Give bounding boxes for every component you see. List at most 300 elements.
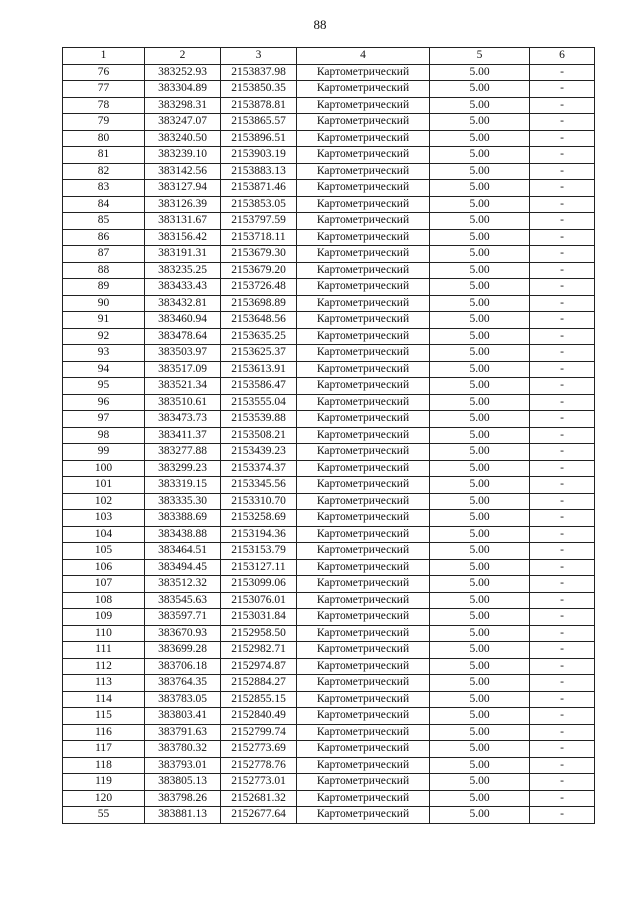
cell-point-number: 96	[63, 394, 145, 411]
cell-point-number: 76	[63, 64, 145, 81]
cell-method: Картометрический	[297, 246, 430, 263]
table-row	[63, 526, 595, 543]
cell-description: -	[530, 328, 595, 345]
cell-y-coordinate: 2153076.01	[221, 592, 297, 609]
cell-x-coordinate: 383127.94	[145, 180, 221, 197]
table-row	[63, 774, 595, 791]
cell-accuracy: 5.00	[430, 493, 530, 510]
table-row	[63, 444, 595, 461]
cell-method: Картометрический	[297, 180, 430, 197]
cell-x-coordinate: 383411.37	[145, 427, 221, 444]
cell-point-number: 97	[63, 411, 145, 428]
cell-point-number: 101	[63, 477, 145, 494]
cell-y-coordinate: 2153194.36	[221, 526, 297, 543]
cell-y-coordinate: 2153310.70	[221, 493, 297, 510]
table-row	[63, 510, 595, 527]
cell-y-coordinate: 2153850.35	[221, 81, 297, 98]
cell-y-coordinate: 2153883.13	[221, 163, 297, 180]
cell-point-number: 98	[63, 427, 145, 444]
cell-x-coordinate: 383545.63	[145, 592, 221, 609]
cell-point-number: 110	[63, 625, 145, 642]
table-row	[63, 295, 595, 312]
table-row	[63, 625, 595, 642]
table-row	[63, 592, 595, 609]
table-row	[63, 576, 595, 593]
cell-point-number: 100	[63, 460, 145, 477]
table-row	[63, 246, 595, 263]
cell-description: -	[530, 279, 595, 296]
cell-y-coordinate: 2153865.57	[221, 114, 297, 131]
table-row	[63, 493, 595, 510]
cell-description: -	[530, 510, 595, 527]
cell-x-coordinate: 383512.32	[145, 576, 221, 593]
cell-method: Картометрический	[297, 279, 430, 296]
cell-description: -	[530, 642, 595, 659]
table-row	[63, 790, 595, 807]
cell-point-number: 102	[63, 493, 145, 510]
cell-description: -	[530, 790, 595, 807]
cell-method: Картометрический	[297, 427, 430, 444]
cell-description: -	[530, 345, 595, 362]
cell-method: Картометрический	[297, 774, 430, 791]
table-row	[63, 312, 595, 329]
table-row	[63, 279, 595, 296]
cell-x-coordinate: 383388.69	[145, 510, 221, 527]
cell-method: Картометрический	[297, 543, 430, 560]
cell-method: Картометрический	[297, 493, 430, 510]
cell-x-coordinate: 383494.45	[145, 559, 221, 576]
cell-accuracy: 5.00	[430, 114, 530, 131]
cell-description: -	[530, 378, 595, 395]
cell-x-coordinate: 383432.81	[145, 295, 221, 312]
cell-accuracy: 5.00	[430, 411, 530, 428]
cell-x-coordinate: 383239.10	[145, 147, 221, 164]
cell-accuracy: 5.00	[430, 378, 530, 395]
cell-method: Картометрический	[297, 642, 430, 659]
cell-y-coordinate: 2153625.37	[221, 345, 297, 362]
cell-accuracy: 5.00	[430, 180, 530, 197]
cell-accuracy: 5.00	[430, 345, 530, 362]
cell-method: Картометрический	[297, 163, 430, 180]
cell-y-coordinate: 2153679.30	[221, 246, 297, 263]
cell-accuracy: 5.00	[430, 361, 530, 378]
cell-point-number: 79	[63, 114, 145, 131]
cell-point-number: 111	[63, 642, 145, 659]
cell-accuracy: 5.00	[430, 213, 530, 230]
cell-x-coordinate: 383503.97	[145, 345, 221, 362]
cell-accuracy: 5.00	[430, 460, 530, 477]
table-row	[63, 559, 595, 576]
table-row	[63, 741, 595, 758]
cell-accuracy: 5.00	[430, 625, 530, 642]
cell-method: Картометрический	[297, 708, 430, 725]
cell-x-coordinate: 383335.30	[145, 493, 221, 510]
cell-y-coordinate: 2153635.25	[221, 328, 297, 345]
cell-method: Картометрический	[297, 625, 430, 642]
cell-method: Картометрический	[297, 295, 430, 312]
cell-x-coordinate: 383478.64	[145, 328, 221, 345]
cell-description: -	[530, 675, 595, 692]
column-header-description: 6	[530, 48, 595, 65]
cell-accuracy: 5.00	[430, 295, 530, 312]
cell-point-number: 107	[63, 576, 145, 593]
cell-accuracy: 5.00	[430, 774, 530, 791]
cell-method: Картометрический	[297, 97, 430, 114]
cell-point-number: 99	[63, 444, 145, 461]
cell-description: -	[530, 543, 595, 560]
cell-point-number: 81	[63, 147, 145, 164]
cell-x-coordinate: 383235.25	[145, 262, 221, 279]
cell-x-coordinate: 383438.88	[145, 526, 221, 543]
cell-method: Картометрический	[297, 609, 430, 626]
cell-x-coordinate: 383252.93	[145, 64, 221, 81]
cell-description: -	[530, 757, 595, 774]
table-row	[63, 658, 595, 675]
cell-y-coordinate: 2153797.59	[221, 213, 297, 230]
cell-method: Картометрический	[297, 130, 430, 147]
cell-x-coordinate: 383247.07	[145, 114, 221, 131]
cell-description: -	[530, 163, 595, 180]
cell-y-coordinate: 2153871.46	[221, 180, 297, 197]
cell-y-coordinate: 2152855.15	[221, 691, 297, 708]
cell-accuracy: 5.00	[430, 427, 530, 444]
cell-point-number: 112	[63, 658, 145, 675]
cell-point-number: 93	[63, 345, 145, 362]
cell-method: Картометрический	[297, 526, 430, 543]
table-row	[63, 543, 595, 560]
cell-y-coordinate: 2153345.56	[221, 477, 297, 494]
cell-description: -	[530, 196, 595, 213]
cell-description: -	[530, 460, 595, 477]
cell-point-number: 108	[63, 592, 145, 609]
cell-accuracy: 5.00	[430, 609, 530, 626]
cell-point-number: 82	[63, 163, 145, 180]
table-row	[63, 147, 595, 164]
cell-description: -	[530, 625, 595, 642]
cell-point-number: 103	[63, 510, 145, 527]
cell-accuracy: 5.00	[430, 807, 530, 824]
cell-point-number: 114	[63, 691, 145, 708]
cell-y-coordinate: 2153127.11	[221, 559, 297, 576]
cell-x-coordinate: 383764.35	[145, 675, 221, 692]
cell-description: -	[530, 262, 595, 279]
table-body	[63, 64, 595, 823]
cell-description: -	[530, 493, 595, 510]
cell-y-coordinate: 2153555.04	[221, 394, 297, 411]
cell-x-coordinate: 383304.89	[145, 81, 221, 98]
cell-description: -	[530, 691, 595, 708]
table-header	[63, 48, 595, 65]
cell-y-coordinate: 2153726.48	[221, 279, 297, 296]
cell-method: Картометрический	[297, 741, 430, 758]
cell-description: -	[530, 246, 595, 263]
cell-method: Картометрический	[297, 592, 430, 609]
cell-method: Картометрический	[297, 790, 430, 807]
cell-accuracy: 5.00	[430, 97, 530, 114]
cell-x-coordinate: 383131.67	[145, 213, 221, 230]
cell-method: Картометрический	[297, 114, 430, 131]
cell-accuracy: 5.00	[430, 246, 530, 263]
table-row	[63, 361, 595, 378]
cell-method: Картометрический	[297, 229, 430, 246]
cell-x-coordinate: 383783.05	[145, 691, 221, 708]
cell-accuracy: 5.00	[430, 196, 530, 213]
cell-y-coordinate: 2152773.01	[221, 774, 297, 791]
cell-y-coordinate: 2153878.81	[221, 97, 297, 114]
cell-y-coordinate: 2152840.49	[221, 708, 297, 725]
cell-y-coordinate: 2152799.74	[221, 724, 297, 741]
cell-method: Картометрический	[297, 262, 430, 279]
column-header-x-coordinate: 2	[145, 48, 221, 65]
cell-x-coordinate: 383521.34	[145, 378, 221, 395]
cell-x-coordinate: 383881.13	[145, 807, 221, 824]
table-row	[63, 97, 595, 114]
cell-x-coordinate: 383126.39	[145, 196, 221, 213]
table-row	[63, 757, 595, 774]
table-row	[63, 130, 595, 147]
cell-x-coordinate: 383699.28	[145, 642, 221, 659]
cell-description: -	[530, 394, 595, 411]
table-row	[63, 708, 595, 725]
cell-y-coordinate: 2153896.51	[221, 130, 297, 147]
cell-point-number: 120	[63, 790, 145, 807]
cell-accuracy: 5.00	[430, 675, 530, 692]
cell-accuracy: 5.00	[430, 510, 530, 527]
cell-point-number: 89	[63, 279, 145, 296]
table-row	[63, 163, 595, 180]
cell-accuracy: 5.00	[430, 229, 530, 246]
table-row	[63, 691, 595, 708]
cell-description: -	[530, 180, 595, 197]
cell-method: Картометрический	[297, 81, 430, 98]
table-row	[63, 81, 595, 98]
cell-y-coordinate: 2152958.50	[221, 625, 297, 642]
cell-point-number: 84	[63, 196, 145, 213]
cell-description: -	[530, 724, 595, 741]
cell-y-coordinate: 2153837.98	[221, 64, 297, 81]
cell-method: Картометрический	[297, 411, 430, 428]
cell-method: Картометрический	[297, 559, 430, 576]
cell-description: -	[530, 444, 595, 461]
cell-y-coordinate: 2153679.20	[221, 262, 297, 279]
cell-accuracy: 5.00	[430, 724, 530, 741]
cell-accuracy: 5.00	[430, 642, 530, 659]
cell-point-number: 117	[63, 741, 145, 758]
cell-accuracy: 5.00	[430, 526, 530, 543]
cell-method: Картометрический	[297, 328, 430, 345]
cell-description: -	[530, 741, 595, 758]
column-header-y-coordinate: 3	[221, 48, 297, 65]
cell-point-number: 116	[63, 724, 145, 741]
cell-point-number: 106	[63, 559, 145, 576]
column-header-method: 4	[297, 48, 430, 65]
cell-x-coordinate: 383142.56	[145, 163, 221, 180]
cell-description: -	[530, 97, 595, 114]
cell-point-number: 94	[63, 361, 145, 378]
cell-method: Картометрический	[297, 658, 430, 675]
cell-y-coordinate: 2152778.76	[221, 757, 297, 774]
cell-description: -	[530, 559, 595, 576]
cell-method: Картометрический	[297, 691, 430, 708]
cell-x-coordinate: 383319.15	[145, 477, 221, 494]
cell-accuracy: 5.00	[430, 147, 530, 164]
table-row	[63, 213, 595, 230]
cell-point-number: 105	[63, 543, 145, 560]
cell-accuracy: 5.00	[430, 279, 530, 296]
cell-point-number: 90	[63, 295, 145, 312]
cell-x-coordinate: 383510.61	[145, 394, 221, 411]
cell-x-coordinate: 383298.31	[145, 97, 221, 114]
cell-point-number: 77	[63, 81, 145, 98]
cell-accuracy: 5.00	[430, 741, 530, 758]
cell-accuracy: 5.00	[430, 163, 530, 180]
cell-x-coordinate: 383460.94	[145, 312, 221, 329]
cell-point-number: 86	[63, 229, 145, 246]
cell-method: Картометрический	[297, 460, 430, 477]
cell-x-coordinate: 383805.13	[145, 774, 221, 791]
cell-y-coordinate: 2152884.27	[221, 675, 297, 692]
column-header-point-number: 1	[63, 48, 145, 65]
cell-x-coordinate: 383793.01	[145, 757, 221, 774]
cell-point-number: 113	[63, 675, 145, 692]
cell-description: -	[530, 609, 595, 626]
cell-method: Картометрический	[297, 757, 430, 774]
cell-y-coordinate: 2153853.05	[221, 196, 297, 213]
cell-method: Картометрический	[297, 213, 430, 230]
cell-x-coordinate: 383780.32	[145, 741, 221, 758]
table-row	[63, 609, 595, 626]
cell-x-coordinate: 383191.31	[145, 246, 221, 263]
cell-accuracy: 5.00	[430, 559, 530, 576]
table-row	[63, 64, 595, 81]
cell-accuracy: 5.00	[430, 394, 530, 411]
cell-y-coordinate: 2153648.56	[221, 312, 297, 329]
header-row	[63, 48, 595, 65]
cell-description: -	[530, 576, 595, 593]
cell-method: Картометрический	[297, 345, 430, 362]
table-row	[63, 328, 595, 345]
cell-x-coordinate: 383299.23	[145, 460, 221, 477]
cell-accuracy: 5.00	[430, 790, 530, 807]
cell-description: -	[530, 477, 595, 494]
cell-method: Картометрический	[297, 477, 430, 494]
cell-method: Картометрический	[297, 444, 430, 461]
cell-method: Картометрический	[297, 196, 430, 213]
table-row	[63, 411, 595, 428]
cell-x-coordinate: 383464.51	[145, 543, 221, 560]
cell-description: -	[530, 213, 595, 230]
cell-accuracy: 5.00	[430, 708, 530, 725]
cell-accuracy: 5.00	[430, 477, 530, 494]
cell-point-number: 109	[63, 609, 145, 626]
cell-point-number: 115	[63, 708, 145, 725]
cell-y-coordinate: 2153903.19	[221, 147, 297, 164]
cell-accuracy: 5.00	[430, 691, 530, 708]
cell-method: Картометрический	[297, 378, 430, 395]
cell-y-coordinate: 2153153.79	[221, 543, 297, 560]
table-row	[63, 114, 595, 131]
cell-y-coordinate: 2153698.89	[221, 295, 297, 312]
table-row	[63, 427, 595, 444]
cell-accuracy: 5.00	[430, 81, 530, 98]
cell-y-coordinate: 2153099.06	[221, 576, 297, 593]
cell-x-coordinate: 383706.18	[145, 658, 221, 675]
cell-accuracy: 5.00	[430, 543, 530, 560]
cell-y-coordinate: 2153613.91	[221, 361, 297, 378]
cell-y-coordinate: 2152982.71	[221, 642, 297, 659]
cell-x-coordinate: 383670.93	[145, 625, 221, 642]
cell-y-coordinate: 2153508.21	[221, 427, 297, 444]
table-row	[63, 229, 595, 246]
cell-description: -	[530, 592, 595, 609]
cell-method: Картометрический	[297, 510, 430, 527]
cell-method: Картометрический	[297, 361, 430, 378]
cell-point-number: 85	[63, 213, 145, 230]
table-row	[63, 675, 595, 692]
cell-description: -	[530, 81, 595, 98]
cell-description: -	[530, 658, 595, 675]
cell-description: -	[530, 130, 595, 147]
cell-description: -	[530, 64, 595, 81]
cell-point-number: 119	[63, 774, 145, 791]
cell-x-coordinate: 383240.50	[145, 130, 221, 147]
cell-x-coordinate: 383156.42	[145, 229, 221, 246]
cell-description: -	[530, 312, 595, 329]
cell-description: -	[530, 526, 595, 543]
cell-method: Картометрический	[297, 724, 430, 741]
cell-x-coordinate: 383277.88	[145, 444, 221, 461]
cell-y-coordinate: 2153258.69	[221, 510, 297, 527]
table-row	[63, 378, 595, 395]
cell-y-coordinate: 2153586.47	[221, 378, 297, 395]
cell-description: -	[530, 774, 595, 791]
cell-x-coordinate: 383791.63	[145, 724, 221, 741]
cell-x-coordinate: 383798.26	[145, 790, 221, 807]
cell-description: -	[530, 114, 595, 131]
cell-point-number: 118	[63, 757, 145, 774]
table-row	[63, 180, 595, 197]
table-row	[63, 262, 595, 279]
cell-y-coordinate: 2152974.87	[221, 658, 297, 675]
page-number: 88	[313, 17, 327, 32]
cell-x-coordinate: 383473.73	[145, 411, 221, 428]
cell-y-coordinate: 2153539.88	[221, 411, 297, 428]
table-row	[63, 642, 595, 659]
cell-point-number: 88	[63, 262, 145, 279]
cell-description: -	[530, 411, 595, 428]
cell-y-coordinate: 2153718.11	[221, 229, 297, 246]
table-row	[63, 394, 595, 411]
cell-accuracy: 5.00	[430, 757, 530, 774]
cell-method: Картометрический	[297, 64, 430, 81]
cell-x-coordinate: 383517.09	[145, 361, 221, 378]
cell-y-coordinate: 2152677.64	[221, 807, 297, 824]
cell-accuracy: 5.00	[430, 592, 530, 609]
table-row	[63, 196, 595, 213]
table-row	[63, 345, 595, 362]
table-row	[63, 460, 595, 477]
cell-point-number: 104	[63, 526, 145, 543]
cell-y-coordinate: 2153439.23	[221, 444, 297, 461]
cell-x-coordinate: 383597.71	[145, 609, 221, 626]
cell-accuracy: 5.00	[430, 444, 530, 461]
cell-y-coordinate: 2152681.32	[221, 790, 297, 807]
cell-point-number: 87	[63, 246, 145, 263]
cell-method: Картометрический	[297, 147, 430, 164]
cell-description: -	[530, 708, 595, 725]
cell-method: Картометрический	[297, 576, 430, 593]
cell-accuracy: 5.00	[430, 262, 530, 279]
